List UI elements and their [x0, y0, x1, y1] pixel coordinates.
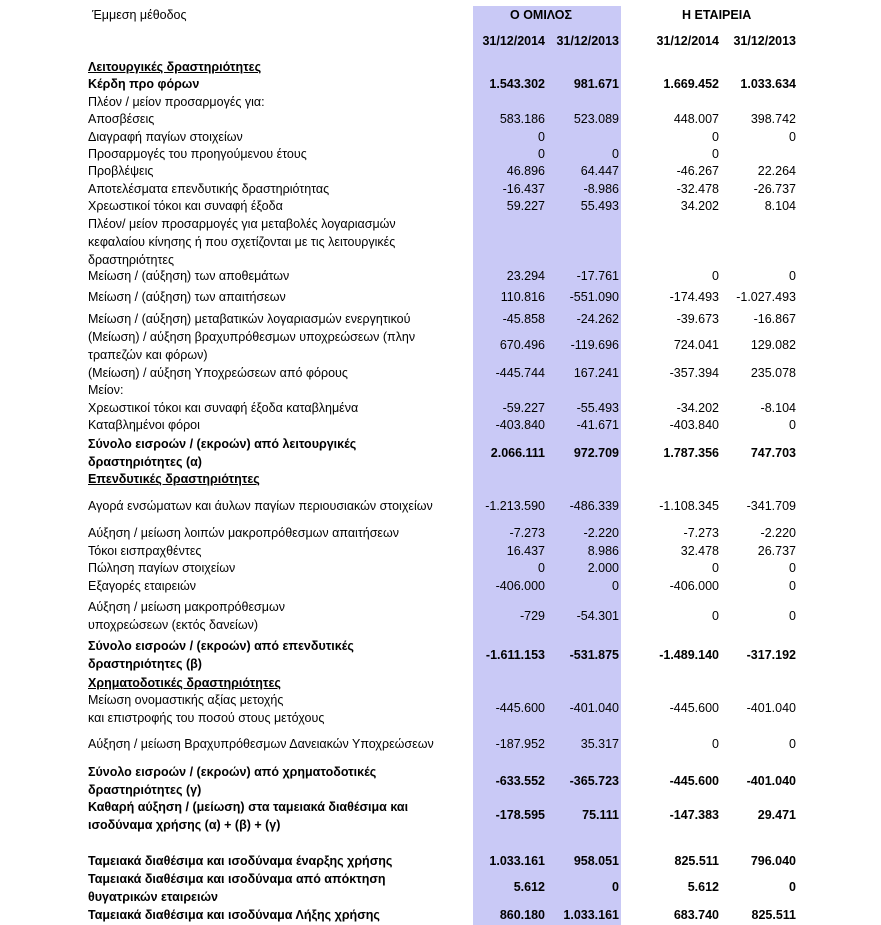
row-value: -39.673 [676, 312, 719, 326]
row-label: Πώληση παγίων στοιχείων [88, 561, 236, 575]
row-value: 23.294 [506, 269, 545, 283]
row-value: 0 [789, 418, 796, 432]
row-value: -41.671 [576, 418, 619, 432]
row-value: 29.471 [757, 808, 796, 822]
row-label: Αύξηση / μείωση λοιπών μακροπρόθεσμων απαιτήσεων [88, 526, 400, 540]
row-value: -2.220 [760, 526, 796, 540]
row-value: 0 [538, 561, 545, 575]
row-value: -16.437 [502, 182, 545, 196]
row-label: Σύνολο εισροών / (εκροών) από επενδυτικές [88, 639, 354, 653]
row-value: -2.220 [583, 526, 619, 540]
row-value: 59.227 [506, 199, 545, 213]
row-value: 0 [712, 561, 719, 575]
row-value: 0 [789, 561, 796, 575]
row-value: -317.192 [746, 648, 796, 662]
row-label: Αύξηση / μείωση Βραχυπρόθεσμων Δανειακών Υποχρεώσεων [88, 737, 434, 751]
row-value: 0 [612, 147, 619, 161]
row-value: 64.447 [580, 164, 619, 178]
row-value: -55.493 [576, 401, 619, 415]
row-value: 398.742 [750, 112, 796, 126]
row-label: Σύνολο εισροών / (εκροών) από λειτουργικές [88, 437, 357, 451]
row-value: 0 [712, 737, 719, 751]
row-value: 523.089 [573, 112, 619, 126]
row-label: Μείωση / (αύξηση) μεταβατικών λογαριασμών ενεργητικού [88, 312, 411, 326]
row-value: -1.489.140 [659, 648, 719, 662]
row-value: 235.078 [750, 366, 796, 380]
row-value: -54.301 [576, 609, 619, 623]
row-label: κεφαλαίου κίνησης ή που σχετίζονται με τις λειτουργικές [88, 235, 396, 249]
row-value: -365.723 [569, 774, 619, 788]
row-label: και επιστροφής του ποσού στους μετόχους [88, 711, 325, 725]
row-value: -7.273 [683, 526, 719, 540]
row-value: -45.858 [502, 312, 545, 326]
row-value: -551.090 [569, 290, 619, 304]
row-value: 5.612 [513, 880, 545, 894]
row-value: 1.033.161 [489, 854, 545, 868]
row-value: -187.952 [495, 737, 545, 751]
row-value: -403.840 [495, 418, 545, 432]
row-value: -1.108.345 [659, 499, 719, 513]
row-value: -32.478 [676, 182, 719, 196]
row-value: 0 [789, 609, 796, 623]
row-label: (Μείωση) / αύξηση βραχυπρόθεσμων υποχρεώσεων (πλην [88, 330, 416, 344]
row-value: -445.600 [669, 774, 719, 788]
row-label: θυγατρικών εταιρειών [88, 890, 218, 904]
row-value: 26.737 [757, 544, 796, 558]
method-title: Έμμεση μέθοδος [92, 8, 187, 22]
row-label: δραστηριότητες (β) [88, 657, 202, 671]
row-label: δραστηριότητες (γ) [88, 783, 202, 797]
date-group-2013: 31/12/2013 [556, 34, 619, 48]
row-value: 0 [712, 609, 719, 623]
row-label: Τόκοι εισπραχθέντες [88, 544, 202, 558]
row-label: Προβλέψεις [88, 164, 154, 178]
row-value: 0 [538, 130, 545, 144]
row-label: Λειτουργικές δραστηριότητες [88, 60, 262, 74]
row-value: 724.041 [673, 338, 719, 352]
row-value: 32.478 [680, 544, 719, 558]
row-value: 46.896 [506, 164, 545, 178]
group-header: Ο ΟΜΙΛΟΣ [510, 8, 573, 22]
row-value: 34.202 [680, 199, 719, 213]
row-label: Πλέον / μείον προσαρμογές για: [88, 95, 265, 109]
row-label: Ταμειακά διαθέσιμα και ισοδύναμα έναρξης χρήσης [88, 854, 393, 868]
row-label: Αποσβέσεις [88, 112, 155, 126]
row-label: Προσαρμογές του προηγούμενου έτους [88, 147, 307, 161]
date-group-2014: 31/12/2014 [482, 34, 545, 48]
row-value: 448.007 [673, 112, 719, 126]
row-label: Επενδυτικές δραστηριότητες [88, 472, 260, 486]
row-value: -406.000 [669, 579, 719, 593]
row-value: -24.262 [576, 312, 619, 326]
row-value: 1.787.356 [663, 446, 719, 460]
row-label: Χρεωστικοί τόκοι και συναφή έξοδα καταβλημένα [88, 401, 359, 415]
row-value: -445.744 [495, 366, 545, 380]
row-value: -729 [519, 609, 545, 623]
row-value: -1.027.493 [736, 290, 796, 304]
row-label: Καταβλημένοι φόροι [88, 418, 200, 432]
row-value: -357.394 [669, 366, 719, 380]
row-value: -7.273 [509, 526, 545, 540]
row-value: 2.066.111 [490, 446, 545, 460]
row-value: 8.104 [764, 199, 796, 213]
row-label: Αποτελέσματα επενδυτικής δραστηριότητας [88, 182, 330, 196]
row-value: 167.241 [573, 366, 619, 380]
row-value: -34.202 [676, 401, 719, 415]
row-value: -445.600 [669, 701, 719, 715]
row-value: 796.040 [750, 854, 796, 868]
row-value: 0 [789, 880, 796, 894]
row-value: 683.740 [673, 908, 719, 922]
row-value: -406.000 [495, 579, 545, 593]
row-value: -8.986 [583, 182, 619, 196]
row-value: 0 [612, 579, 619, 593]
row-value: -46.267 [676, 164, 719, 178]
row-value: -403.840 [669, 418, 719, 432]
row-value: -147.383 [669, 808, 719, 822]
row-value: -178.595 [495, 808, 545, 822]
row-value: 0 [712, 269, 719, 283]
row-value: 972.709 [573, 446, 619, 460]
row-value: 2.000 [587, 561, 619, 575]
row-label: Χρηματοδοτικές δραστηριότητες [88, 676, 281, 690]
date-company-2013: 31/12/2013 [733, 34, 796, 48]
row-value: 860.180 [499, 908, 545, 922]
row-value: -119.696 [570, 338, 619, 352]
row-value: 1.033.634 [740, 77, 796, 91]
row-value: -445.600 [495, 701, 545, 715]
row-value: 0 [712, 130, 719, 144]
row-label: υποχρεώσεων (εκτός δανείων) [88, 618, 259, 632]
row-value: -531.875 [569, 648, 619, 662]
company-header: Η ΕΤΑΙΡΕΙΑ [682, 8, 752, 22]
row-value: -401.040 [746, 701, 796, 715]
row-value: -1.213.590 [485, 499, 545, 513]
row-value: -17.761 [576, 269, 619, 283]
row-value: 825.511 [674, 854, 719, 868]
row-value: 0 [612, 880, 619, 894]
row-label: Εξαγορές εταιρειών [88, 579, 197, 593]
row-label: Ταμειακά διαθέσιμα και ισοδύναμα από απόκτηση [88, 872, 386, 886]
row-value: 110.816 [500, 290, 545, 304]
row-value: 958.051 [573, 854, 619, 868]
row-label: Σύνολο εισροών / (εκροών) από χρηματοδοτικές [88, 765, 377, 779]
row-label: δραστηριότητες (α) [88, 455, 202, 469]
row-value: 0 [712, 147, 719, 161]
row-value: -401.040 [569, 701, 619, 715]
row-value: 55.493 [580, 199, 619, 213]
row-value: -486.339 [569, 499, 619, 513]
row-value: 981.671 [573, 77, 619, 91]
row-label: ισοδύναμα χρήσης (α) + (β) + (γ) [88, 818, 281, 832]
row-label: Κέρδη προ φόρων [88, 77, 200, 91]
row-label: τραπεζών και φόρων) [88, 348, 208, 362]
row-value: 1.543.302 [489, 77, 545, 91]
row-label: Πλέον/ μείον προσαρμογές για μεταβολές λογαριασμών [88, 217, 396, 231]
row-label: Χρεωστικοί τόκοι και συναφή έξοδα [88, 199, 283, 213]
row-value: 1.669.452 [663, 77, 719, 91]
row-label: Μείον: [88, 383, 124, 397]
row-value: 8.986 [587, 544, 619, 558]
row-label: Καθαρή αύξηση / (μείωση) στα ταμειακά διαθέσιμα και [88, 800, 409, 814]
row-value: -401.040 [746, 774, 796, 788]
row-value: 16.437 [506, 544, 545, 558]
row-value: 22.264 [757, 164, 796, 178]
row-label: Ταμειακά διαθέσιμα και ισοδύναμα Λήξης χρήσης [88, 908, 380, 922]
row-value: 0 [789, 130, 796, 144]
row-value: -8.104 [760, 401, 796, 415]
row-value: -1.611.153 [485, 648, 545, 662]
row-value: 35.317 [580, 737, 619, 751]
row-value: 0 [538, 147, 545, 161]
row-label: Μείωση / (αύξηση) των απαιτήσεων [88, 290, 286, 304]
row-value: 583.186 [499, 112, 545, 126]
row-label: Αύξηση / μείωση μακροπρόθεσμων [88, 600, 285, 614]
row-value: 825.511 [751, 908, 796, 922]
row-value: -341.709 [746, 499, 796, 513]
row-label: Αγορά ενσώματων και άυλων παγίων περιουσιακών στοιχείων [88, 499, 433, 513]
row-value: -174.493 [669, 290, 719, 304]
row-value: 747.703 [750, 446, 796, 460]
row-label: (Μείωση) / αύξηση Υποχρεώσεων από φόρους [88, 366, 348, 380]
row-value: 1.033.161 [563, 908, 619, 922]
row-value: 129.082 [750, 338, 796, 352]
row-value: 0 [789, 579, 796, 593]
row-value: 5.612 [687, 880, 719, 894]
row-label: Μείωση / (αύξηση) των αποθεμάτων [88, 269, 290, 283]
row-label: Μείωση ονομαστικής αξίας μετοχής [88, 693, 284, 707]
row-value: -59.227 [502, 401, 545, 415]
row-label: Διαγραφή παγίων στοιχείων [88, 130, 243, 144]
row-value: -633.552 [495, 774, 545, 788]
row-value: 0 [789, 269, 796, 283]
row-label: δραστηριότητες [88, 253, 174, 267]
row-value: 0 [789, 737, 796, 751]
row-value: 670.496 [499, 338, 545, 352]
row-value: -16.867 [753, 312, 796, 326]
row-value: 75.111 [582, 808, 619, 822]
row-value: -26.737 [753, 182, 796, 196]
date-company-2014: 31/12/2014 [656, 34, 719, 48]
